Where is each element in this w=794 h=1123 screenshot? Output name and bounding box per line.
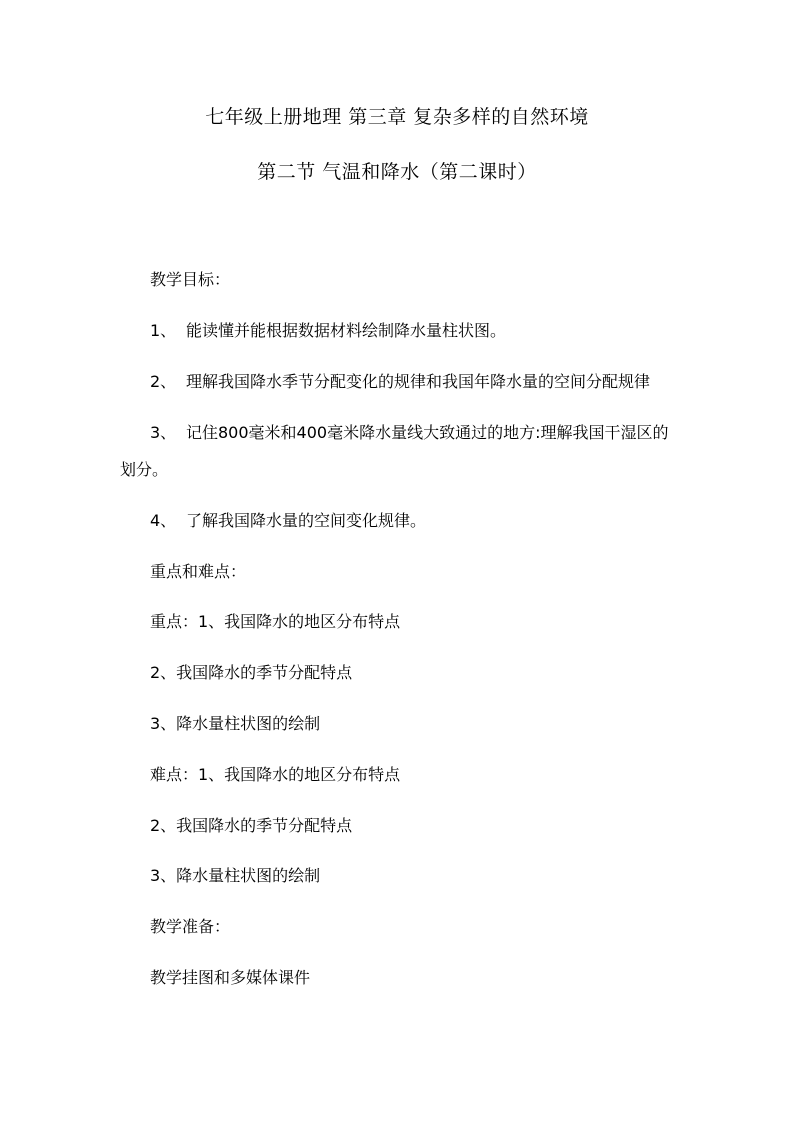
objective-text: 记住800毫米和400毫米降水量线大致通过的地方:理解我国干湿区的 <box>186 423 669 442</box>
objective-item-3 <box>150 423 668 443</box>
objective-item-3-continuation: 划分。 <box>120 460 169 479</box>
difficult-point-2: 2、我国降水的季节分配特点 <box>150 816 353 835</box>
key-points-heading: 重点和难点： <box>150 562 247 581</box>
document-subtitle: 第二节 气温和降水（第二课时） <box>257 161 537 183</box>
objective-number: 1、 <box>150 321 177 340</box>
objective-text: 能读懂并能根据数据材料绘制降水量柱状图。 <box>186 321 507 340</box>
objective-item-4 <box>150 511 426 531</box>
objective-number: 3、 <box>150 423 177 442</box>
objective-item-1 <box>150 321 506 341</box>
difficult-point-1: 难点：1、我国降水的地区分布特点 <box>150 765 401 784</box>
objective-text: 理解我国降水季节分配变化的规律和我国年降水量的空间分配规律 <box>186 372 651 391</box>
objective-number: 4、 <box>150 511 177 530</box>
difficult-point-3: 3、降水量柱状图的绘制 <box>150 866 321 885</box>
objective-number: 2、 <box>150 372 177 391</box>
objectives-heading: 教学目标： <box>150 270 231 289</box>
objective-item-2 <box>150 372 650 392</box>
objective-text: 了解我国降水量的空间变化规律。 <box>186 511 427 530</box>
key-point-3: 3、降水量柱状图的绘制 <box>150 714 321 733</box>
key-point-1: 重点：1、我国降水的地区分布特点 <box>150 612 401 631</box>
preparation-heading: 教学准备： <box>150 917 231 936</box>
key-point-2: 2、我国降水的季节分配特点 <box>150 663 353 682</box>
preparation-text: 教学挂图和多媒体课件 <box>150 968 311 987</box>
document-title: 七年级上册地理 第三章 复杂多样的自然环境 <box>205 106 589 128</box>
